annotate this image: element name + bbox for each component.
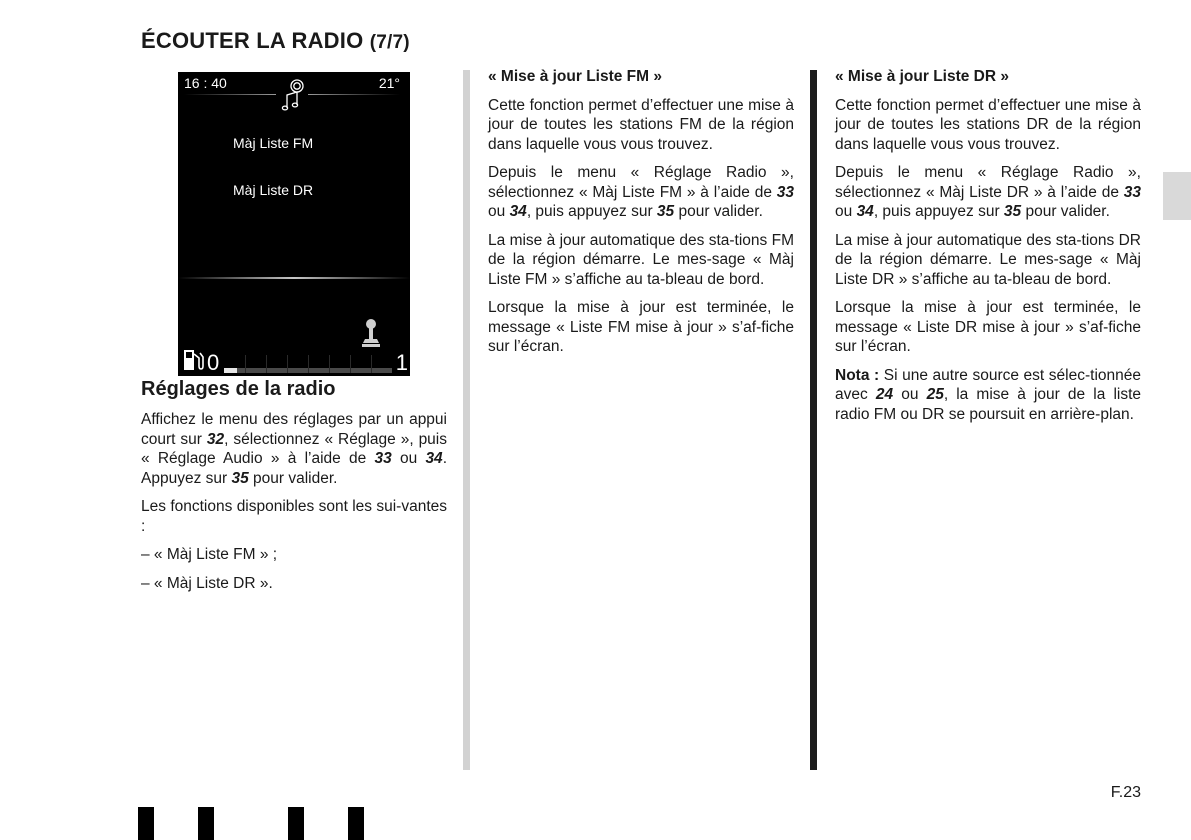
column-dr-update: [835, 67, 1141, 433]
fm-update-heading: « Mise à jour Liste FM »: [488, 68, 662, 85]
header-divider-left: [184, 94, 276, 95]
header-divider-right: [308, 94, 400, 95]
gear-shift-icon: [360, 318, 382, 348]
section-title: Réglages de la radio: [141, 378, 336, 400]
title-text: ÉCOUTER LA RADIO: [141, 28, 364, 53]
paragraph: Lorsque la mise à jour est terminée, le message « Liste DR mise à jour » s’af-fiche sur l’écran.: [835, 299, 1141, 355]
menu-item-update-fm: Màj Liste FM: [233, 135, 314, 151]
text-run: Depuis le menu « Réglage Radio », sélectionnez « Màj Liste DR » à l’aide de: [835, 164, 1141, 201]
dashboard-display: [178, 72, 410, 376]
control-reference: 32: [206, 430, 225, 448]
print-crop-mark: [288, 807, 304, 840]
text-run: pour valider.: [248, 469, 338, 487]
control-reference: 33: [1123, 183, 1141, 201]
control-reference: 25: [926, 386, 944, 403]
control-reference: 35: [231, 469, 249, 487]
fuel-gauge-tick: [371, 355, 372, 373]
fuel-gauge-fill: [224, 368, 237, 373]
chapter-thumb-tab: [1163, 172, 1191, 220]
paragraph-settings-menu: [141, 410, 447, 488]
control-reference: 34: [856, 203, 874, 220]
fuel-gauge-tick: [266, 355, 267, 373]
control-reference: 24: [875, 386, 894, 403]
print-crop-mark: [198, 807, 214, 840]
text-run: ou: [488, 203, 510, 220]
text-run: ou: [893, 386, 927, 403]
control-reference: 34: [425, 450, 443, 467]
page-title: [141, 28, 410, 54]
nota-label: Nota :: [835, 366, 880, 384]
paragraph: Lorsque la mise à jour est terminée, le message « Liste FM mise à jour » s’af-fiche sur l’écran.: [488, 299, 794, 355]
nota-paragraph: [835, 366, 1141, 425]
fuel-gauge-tick: [287, 355, 288, 373]
fuel-gauge-tick: [308, 355, 309, 373]
column-rule-grey: [463, 70, 470, 770]
text-run: ou: [391, 450, 426, 467]
text-run: , la mise à jour de la liste radio FM ou DR se poursuit en arrière-plan.: [835, 386, 1142, 423]
text-run: , sélectionnez « Réglage », puis « Réglage Audio » à l’aide de: [141, 430, 447, 467]
text-run: , puis appuyez sur: [526, 203, 657, 220]
control-reference: 34: [509, 203, 527, 220]
control-reference: 35: [656, 203, 675, 220]
paragraph: [488, 163, 794, 222]
column-fm-update: [488, 67, 794, 366]
column-radio-settings: [141, 378, 447, 602]
paragraph-available-functions: Les fonctions disponibles sont les sui-vantes :: [141, 498, 447, 535]
list-item: – « Màj Liste FM » ;: [141, 546, 278, 563]
text-run: Affichez le menu des réglages par un appui court sur: [141, 411, 447, 448]
print-crop-mark: [138, 807, 154, 840]
paragraph: [835, 163, 1141, 222]
clock-readout: 16 : 40: [184, 75, 227, 91]
text-run: Si une autre source est sélec-tionnée avec: [835, 366, 1141, 403]
text-run: pour valider.: [1021, 203, 1110, 220]
music-settings-icon: [275, 77, 311, 111]
title-part-indicator: (7/7): [369, 32, 410, 53]
fuel-gauge-max-label: 1: [395, 350, 408, 375]
fuel-pump-icon: [182, 348, 206, 372]
control-reference: 33: [776, 183, 794, 201]
paragraph: La mise à jour automatique des sta-tions FM de la région démarre. Le mes-sage « Màj Liste FM » s’affiche au ta-bleau de bord.: [488, 231, 794, 288]
menu-item-update-dr: Màj Liste DR: [233, 182, 314, 198]
text-run: pour valider.: [674, 203, 763, 220]
text-run: , puis appuyez sur: [873, 203, 1004, 220]
dr-update-heading: « Mise à jour Liste DR »: [835, 68, 1009, 85]
paragraph: La mise à jour automatique des sta-tions DR de la région démarre. Le mes-sage « Màj Liste DR » s’affiche au ta-bleau de bord.: [835, 231, 1141, 288]
screen-divider: [178, 277, 410, 279]
fuel-gauge-tick: [245, 355, 246, 373]
control-reference: 33: [374, 450, 392, 467]
control-reference: 35: [1003, 203, 1022, 220]
fuel-gauge-tick: [350, 355, 351, 373]
text-run: ou: [835, 203, 857, 220]
list-item: – « Màj Liste DR ».: [141, 574, 273, 592]
text-run: . Appuyez sur: [141, 450, 447, 487]
fuel-gauge-min-label: 0: [207, 350, 220, 375]
column-rule-black: [810, 70, 817, 770]
fuel-gauge-tick: [329, 355, 330, 373]
temperature-readout: 21°: [378, 75, 400, 91]
text-run: Depuis le menu « Réglage Radio », sélectionnez « Màj Liste FM » à l’aide de: [488, 164, 794, 201]
print-crop-mark: [348, 807, 364, 840]
paragraph: Cette fonction permet d’effectuer une mise à jour de toutes les stations DR de la région dans laquelle vous vous trouvez.: [835, 96, 1141, 153]
paragraph: Cette fonction permet d’effectuer une mise à jour de toutes les stations FM de la région dans laquelle vous vous trouvez.: [488, 96, 794, 153]
page-number: F.23: [1110, 784, 1141, 801]
